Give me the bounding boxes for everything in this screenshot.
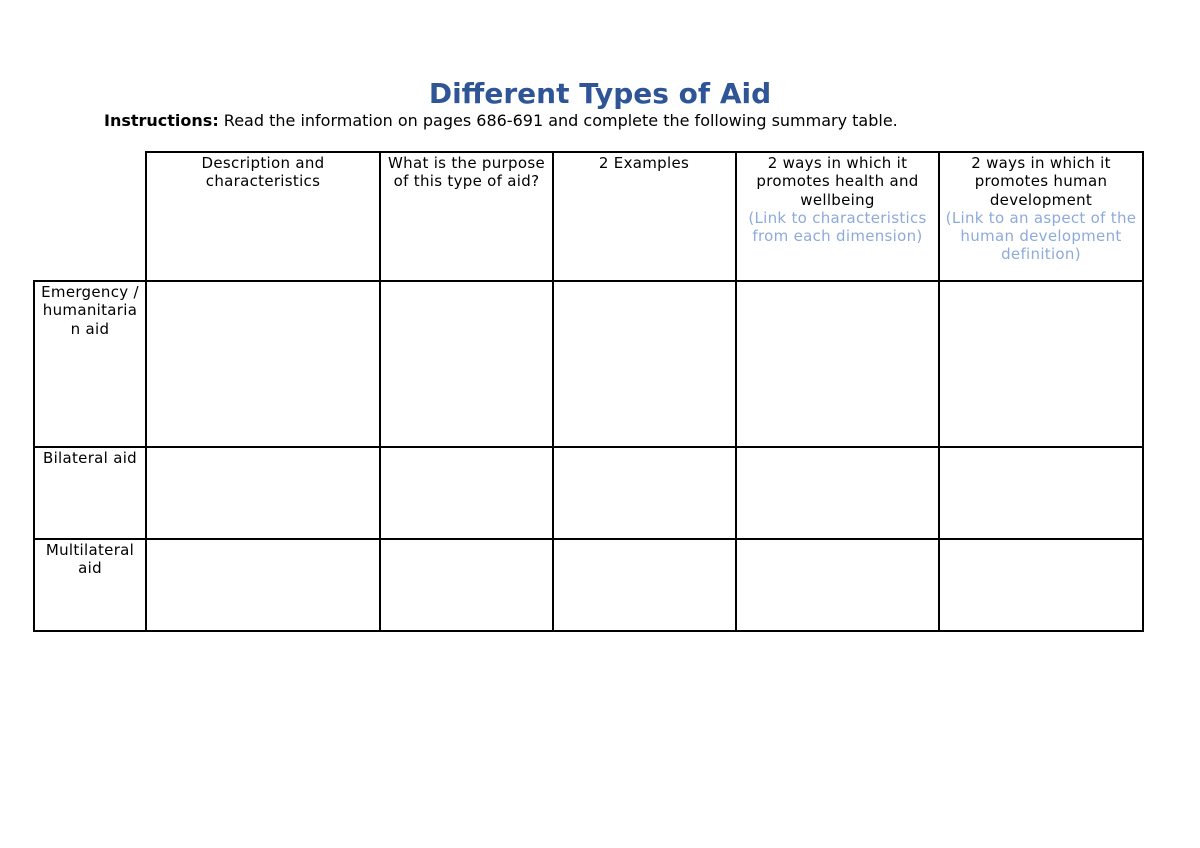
row-label-emergency xyxy=(33,280,147,448)
row-label-bilateral-text: Bilateral aid xyxy=(42,449,137,467)
table-cell xyxy=(938,538,1144,632)
header-health-wellbeing-hint: (Link to characteristics from each dimension) xyxy=(748,208,927,246)
header-examples xyxy=(552,151,737,282)
table-cell xyxy=(379,280,554,448)
summary-table xyxy=(33,151,1144,632)
header-health-wellbeing xyxy=(735,151,940,282)
page-title: Different Types of Aid xyxy=(428,77,772,110)
table-cell xyxy=(145,446,381,540)
table-cell xyxy=(552,446,737,540)
header-human-development-text: 2 ways in which it promotes human development xyxy=(971,154,1111,209)
instructions xyxy=(104,110,898,132)
table-cell xyxy=(735,446,940,540)
instructions-text: Read the information on pages 686-691 and complete the following summary table. xyxy=(218,111,898,130)
header-human-development-hint: (Link to an aspect of the human development definition) xyxy=(945,208,1137,264)
table-cell xyxy=(938,446,1144,540)
table-cell xyxy=(145,538,381,632)
table-cell xyxy=(145,280,381,448)
header-purpose-text: What is the purpose of this type of aid? xyxy=(388,154,545,191)
header-human-development xyxy=(938,151,1144,282)
row-label-multilateral-text: Multilateral aid xyxy=(45,541,135,578)
row-label-multilateral xyxy=(33,538,147,632)
table-cell xyxy=(379,538,554,632)
table-cell xyxy=(735,538,940,632)
table-cell xyxy=(735,280,940,448)
header-examples-text: 2 Examples xyxy=(598,154,690,172)
instructions-label: Instructions: xyxy=(104,111,219,130)
table-cell xyxy=(379,446,554,540)
table-cell xyxy=(552,280,737,448)
header-health-wellbeing-text: 2 ways in which it promotes health and wellbeing xyxy=(756,154,919,209)
table-cell xyxy=(552,538,737,632)
table-cell xyxy=(938,280,1144,448)
row-label-bilateral xyxy=(33,446,147,540)
header-description xyxy=(145,151,381,282)
header-purpose xyxy=(379,151,554,282)
header-description-text: Description and characteristics xyxy=(201,154,325,191)
row-label-emergency-text: Emergency / humanitarian aid xyxy=(41,283,139,338)
